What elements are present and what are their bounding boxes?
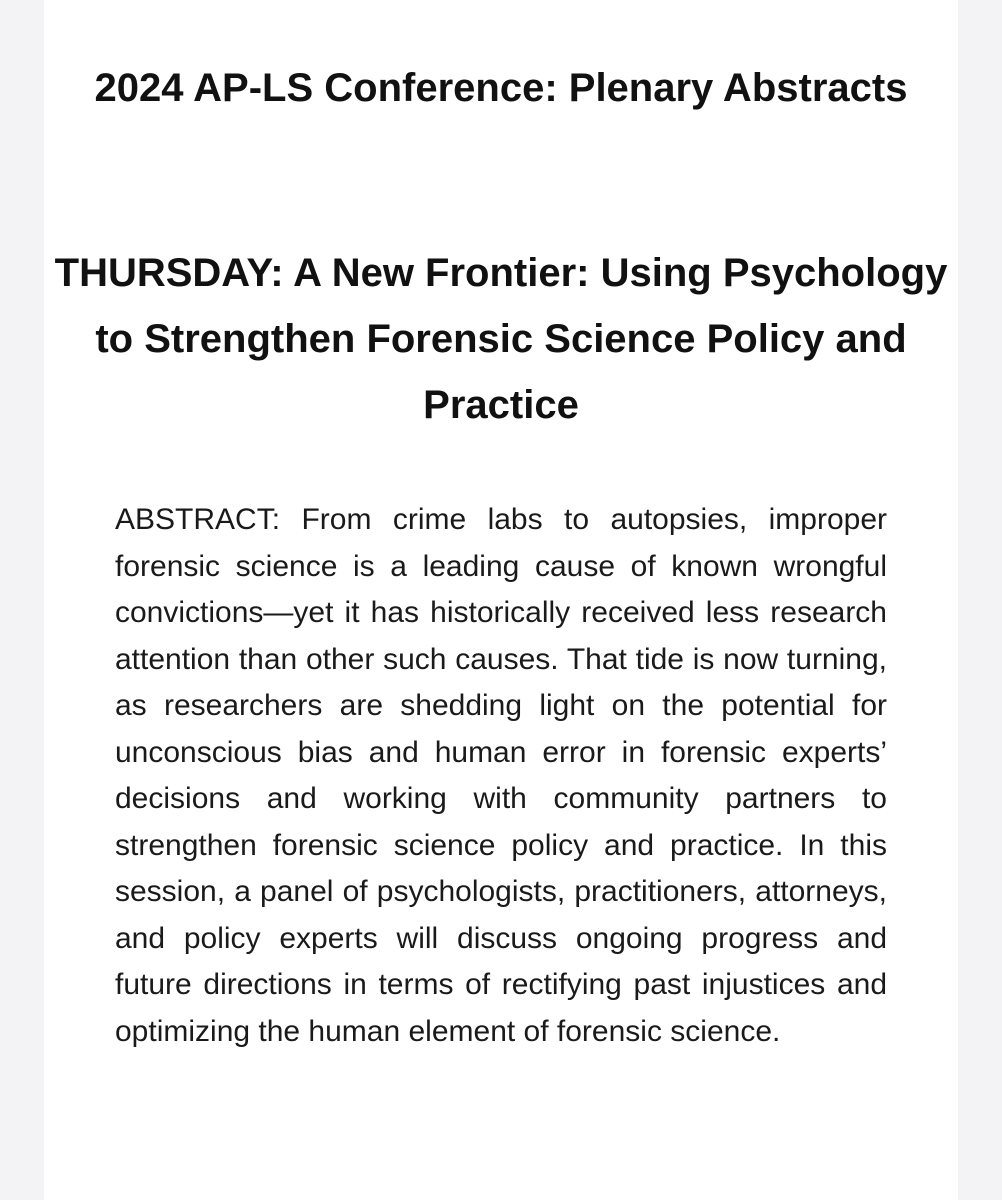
document-page [44, 0, 958, 1200]
page-title: 2024 AP-LS Conference: Plenary Abstracts [94, 66, 908, 110]
session-title: THURSDAY: A New Frontier: Using Psychology to Strengthen Forensic Science Policy and Practice [54, 251, 948, 427]
abstract-text: ABSTRACT: From crime labs to autopsies, improper forensic science is a leading cause of known wrongful convictions—yet it has historically received less research attention than other such causes. That tide is now turning, as researchers are shedding light on the potential for unconscious bias and human error in forensic experts’ decisions and working with community partners to strengthen forensic science policy and practice. In this session, a panel of psychologists, practitioners, attorneys, and policy experts will discuss ongoing progress and future directions in terms of rectifying past injustices and optimizing the human element of forensic science. [115, 503, 887, 1048]
